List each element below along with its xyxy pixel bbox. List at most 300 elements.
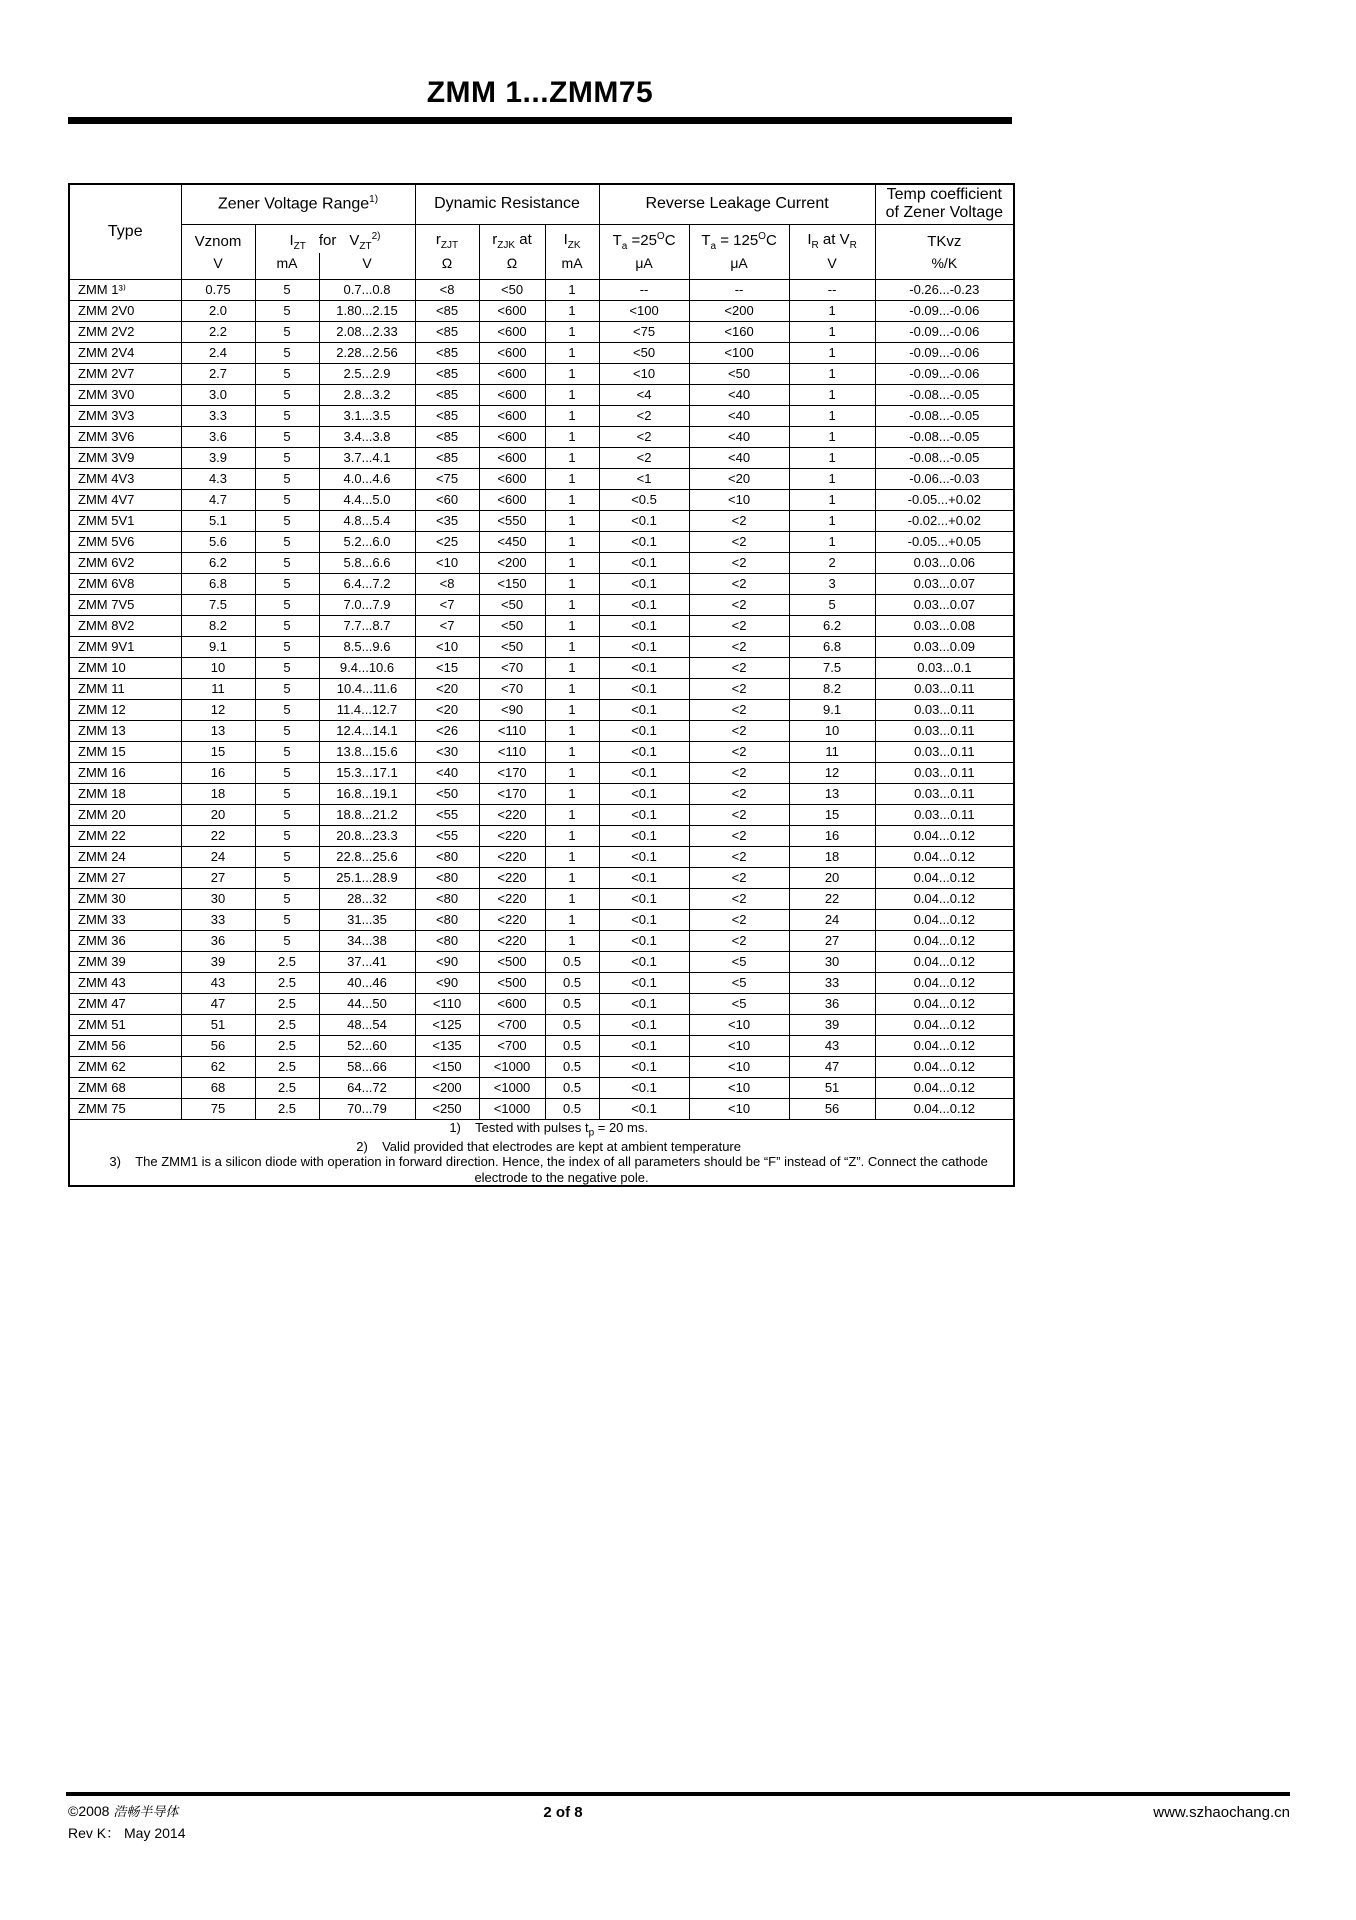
cell-value: 1 — [545, 342, 599, 363]
company-name-cn: 浩畅半导体 — [113, 1805, 179, 1820]
cell-value: <2 — [689, 888, 789, 909]
revision-line: Rev K： May 2014 — [68, 1825, 186, 1841]
cell-type: ZMM 18 — [69, 783, 181, 804]
table-row — [69, 615, 1014, 636]
cell-value: 0.04...0.12 — [875, 846, 1014, 867]
table-row — [69, 1035, 1014, 1056]
cell-value: 0.5 — [545, 1014, 599, 1035]
cell-value: 6.2 — [181, 552, 255, 573]
cell-value: <0.1 — [599, 657, 689, 678]
cell-value: <55 — [415, 825, 479, 846]
cell-value: 0.5 — [545, 1056, 599, 1077]
cell-value: 24 — [789, 909, 875, 930]
cell-value: <110 — [415, 993, 479, 1014]
cell-value: 1 — [789, 300, 875, 321]
cell-value: 0.03...0.11 — [875, 720, 1014, 741]
cell-value: 2.5 — [255, 1035, 319, 1056]
col-header-izk: $I_{ZK}$ — [545, 224, 599, 253]
table-row — [69, 531, 1014, 552]
cell-value: <0.1 — [599, 888, 689, 909]
table-row — [69, 489, 1014, 510]
cell-value: <40 — [689, 405, 789, 426]
cell-type: ZMM 4V7 — [69, 489, 181, 510]
cell-value: 5 — [255, 825, 319, 846]
cell-value: -0.09...-0.06 — [875, 300, 1014, 321]
cell-value: 28...32 — [319, 888, 415, 909]
cell-value: 48...54 — [319, 1014, 415, 1035]
cell-value: <150 — [415, 1056, 479, 1077]
cell-value: 15.3...17.1 — [319, 762, 415, 783]
cell-value: 4.4...5.0 — [319, 489, 415, 510]
table-row — [69, 1098, 1014, 1119]
cell-value: <25 — [415, 531, 479, 552]
cell-value: <0.1 — [599, 552, 689, 573]
cell-value: 2.2 — [181, 321, 255, 342]
cell-value: 1 — [545, 552, 599, 573]
cell-value: 10.4...11.6 — [319, 678, 415, 699]
cell-value: 1 — [545, 825, 599, 846]
cell-value: 1 — [545, 720, 599, 741]
cell-value: <200 — [415, 1077, 479, 1098]
cell-value: 5 — [255, 720, 319, 741]
cell-value: <85 — [415, 447, 479, 468]
cell-value: <160 — [689, 321, 789, 342]
cell-value: 1 — [789, 489, 875, 510]
table-row — [69, 363, 1014, 384]
cell-value: 24 — [181, 846, 255, 867]
cell-value: 0.5 — [545, 993, 599, 1014]
cell-value: <2 — [689, 804, 789, 825]
cell-value: 22.8...25.6 — [319, 846, 415, 867]
cell-value: 27 — [789, 930, 875, 951]
cell-value: 2.5...2.9 — [319, 363, 415, 384]
cell-value: <50 — [689, 363, 789, 384]
cell-value: <2 — [689, 783, 789, 804]
cell-value: <80 — [415, 930, 479, 951]
cell-value: <600 — [479, 384, 545, 405]
cell-value: <85 — [415, 426, 479, 447]
cell-value: <50 — [479, 636, 545, 657]
cell-value: 13.8...15.6 — [319, 741, 415, 762]
cell-value: 5 — [255, 930, 319, 951]
cell-value: -0.09...-0.06 — [875, 363, 1014, 384]
cell-value: <20 — [689, 468, 789, 489]
cell-value: <90 — [479, 699, 545, 720]
cell-type: ZMM 47 — [69, 993, 181, 1014]
cell-value: 0.5 — [545, 1035, 599, 1056]
cell-value: 5 — [255, 636, 319, 657]
cell-value: 5 — [789, 594, 875, 615]
cell-value: 3.1...3.5 — [319, 405, 415, 426]
cell-value: 30 — [789, 951, 875, 972]
cell-type: ZMM 43 — [69, 972, 181, 993]
cell-value: 2.0 — [181, 300, 255, 321]
cell-value: -- — [789, 279, 875, 300]
cell-value: <0.1 — [599, 636, 689, 657]
cell-value: 1 — [545, 678, 599, 699]
cell-value: <0.1 — [599, 531, 689, 552]
cell-type: ZMM 2V0 — [69, 300, 181, 321]
cell-value: <2 — [689, 552, 789, 573]
cell-value: 47 — [789, 1056, 875, 1077]
cell-value: 9.1 — [789, 699, 875, 720]
col-header-type: Type — [69, 184, 181, 279]
table-row — [69, 951, 1014, 972]
cell-value: 1 — [545, 699, 599, 720]
cell-value: -0.09...-0.06 — [875, 342, 1014, 363]
cell-value: <50 — [479, 615, 545, 636]
cell-value: 2.5 — [255, 993, 319, 1014]
cell-value: <2 — [689, 846, 789, 867]
cell-value: 0.75 — [181, 279, 255, 300]
table-row — [69, 342, 1014, 363]
cell-value: <600 — [479, 426, 545, 447]
cell-value: <85 — [415, 405, 479, 426]
cell-value: <80 — [415, 888, 479, 909]
table-row — [69, 720, 1014, 741]
cell-value: <0.1 — [599, 825, 689, 846]
cell-type: ZMM 7V5 — [69, 594, 181, 615]
cell-value: <600 — [479, 405, 545, 426]
cell-value: <220 — [479, 930, 545, 951]
cell-value: 8.2 — [181, 615, 255, 636]
col-header-vznom: Vznom — [181, 224, 255, 253]
cell-value: 0.04...0.12 — [875, 1098, 1014, 1119]
cell-value: 3.3 — [181, 405, 255, 426]
cell-value: <80 — [415, 846, 479, 867]
cell-type: ZMM 3V3 — [69, 405, 181, 426]
cell-type: ZMM 39 — [69, 951, 181, 972]
cell-value: <2 — [689, 531, 789, 552]
cell-value: 2.8...3.2 — [319, 384, 415, 405]
group-header-temp-coefficient: Temp coefficient of Zener Voltage — [875, 184, 1014, 224]
cell-value: 2.5 — [255, 1014, 319, 1035]
cell-value: <1000 — [479, 1098, 545, 1119]
cell-value: 0.03...0.1 — [875, 657, 1014, 678]
cell-value: <0.1 — [599, 930, 689, 951]
cell-value: 12.4...14.1 — [319, 720, 415, 741]
cell-value: <0.1 — [599, 1056, 689, 1077]
cell-value: -0.26...-0.23 — [875, 279, 1014, 300]
cell-value: 5 — [255, 867, 319, 888]
table-row — [69, 993, 1014, 1014]
cell-value: <90 — [415, 972, 479, 993]
cell-value: 2.08...2.33 — [319, 321, 415, 342]
cell-value: <35 — [415, 510, 479, 531]
table-row — [69, 384, 1014, 405]
cell-value: 0.04...0.12 — [875, 1056, 1014, 1077]
cell-value: <110 — [479, 741, 545, 762]
cell-type: ZMM 56 — [69, 1035, 181, 1056]
cell-value: 1 — [545, 930, 599, 951]
cell-type: ZMM 16 — [69, 762, 181, 783]
cell-value: 4.8...5.4 — [319, 510, 415, 531]
unit-vr: V — [789, 253, 875, 279]
cell-type: ZMM 20 — [69, 804, 181, 825]
cell-value: 10 — [181, 657, 255, 678]
cell-value: 56 — [789, 1098, 875, 1119]
cell-type: ZMM 27 — [69, 867, 181, 888]
cell-value: 5 — [255, 510, 319, 531]
cell-value: <15 — [415, 657, 479, 678]
cell-value: -0.05...+0.05 — [875, 531, 1014, 552]
table-row — [69, 447, 1014, 468]
cell-value: <26 — [415, 720, 479, 741]
cell-value: 0.5 — [545, 1077, 599, 1098]
cell-value: 20 — [789, 867, 875, 888]
unit-rzjt: Ω — [415, 253, 479, 279]
table-row — [69, 909, 1014, 930]
cell-value: 5 — [255, 489, 319, 510]
table-row — [69, 1056, 1014, 1077]
cell-value: 20 — [181, 804, 255, 825]
cell-value: <2 — [689, 615, 789, 636]
cell-value: 5 — [255, 342, 319, 363]
cell-value: 22 — [181, 825, 255, 846]
cell-value: 44...50 — [319, 993, 415, 1014]
cell-value: <80 — [415, 867, 479, 888]
cell-value: 3.4...3.8 — [319, 426, 415, 447]
cell-value: 0.5 — [545, 1098, 599, 1119]
cell-value: <2 — [689, 867, 789, 888]
cell-value: 1 — [789, 531, 875, 552]
cell-value: <2 — [689, 657, 789, 678]
cell-value: <1 — [599, 468, 689, 489]
table-row — [69, 930, 1014, 951]
cell-value: 5 — [255, 846, 319, 867]
unit-vznom: V — [181, 253, 255, 279]
table-row — [69, 552, 1014, 573]
table-row — [69, 636, 1014, 657]
cell-type: ZMM 24 — [69, 846, 181, 867]
cell-value: 1 — [545, 762, 599, 783]
cell-type: ZMM 5V1 — [69, 510, 181, 531]
table-row — [69, 426, 1014, 447]
cell-value: <5 — [689, 972, 789, 993]
cell-value: 4.3 — [181, 468, 255, 489]
cell-value: <8 — [415, 279, 479, 300]
cell-value: <600 — [479, 321, 545, 342]
cell-value: 2 — [789, 552, 875, 573]
cell-value: <170 — [479, 762, 545, 783]
cell-value: 5 — [255, 552, 319, 573]
cell-value: <5 — [689, 993, 789, 1014]
cell-value: <700 — [479, 1014, 545, 1035]
cell-value: 1 — [789, 405, 875, 426]
cell-type: ZMM 4V3 — [69, 468, 181, 489]
cell-value: 13 — [789, 783, 875, 804]
cell-value: <0.5 — [599, 489, 689, 510]
cell-value: <80 — [415, 909, 479, 930]
cell-value: 51 — [181, 1014, 255, 1035]
cell-value: 62 — [181, 1056, 255, 1077]
cell-value: 0.03...0.11 — [875, 783, 1014, 804]
table-row — [69, 405, 1014, 426]
table-row — [69, 888, 1014, 909]
cell-type: ZMM 6V8 — [69, 573, 181, 594]
unit-izk: mA — [545, 253, 599, 279]
cell-value: 18.8...21.2 — [319, 804, 415, 825]
cell-value: 5 — [255, 321, 319, 342]
cell-value: <200 — [479, 552, 545, 573]
cell-value: 5 — [255, 741, 319, 762]
cell-value: <0.1 — [599, 1014, 689, 1035]
cell-value: <220 — [479, 846, 545, 867]
cell-value: 33 — [789, 972, 875, 993]
cell-value: 1 — [545, 405, 599, 426]
cell-value: 0.03...0.11 — [875, 699, 1014, 720]
cell-value: <2 — [689, 720, 789, 741]
cell-value: <220 — [479, 867, 545, 888]
cell-value: 1 — [789, 447, 875, 468]
cell-value: -0.08...-0.05 — [875, 384, 1014, 405]
cell-value: <10 — [599, 363, 689, 384]
cell-value: 5 — [255, 405, 319, 426]
footnotes — [69, 1119, 1014, 1186]
cell-value: 5 — [255, 300, 319, 321]
cell-value: 1 — [789, 321, 875, 342]
cell-value: 0.04...0.12 — [875, 1035, 1014, 1056]
cell-type: ZMM 3V9 — [69, 447, 181, 468]
cell-type: ZMM 2V2 — [69, 321, 181, 342]
table-row — [69, 573, 1014, 594]
cell-value: 25.1...28.9 — [319, 867, 415, 888]
cell-value: <2 — [689, 825, 789, 846]
cell-value: <70 — [479, 657, 545, 678]
cell-value: <2 — [689, 510, 789, 531]
cell-value: 4.0...4.6 — [319, 468, 415, 489]
cell-value: <170 — [479, 783, 545, 804]
cell-type: ZMM 9V1 — [69, 636, 181, 657]
cell-type: ZMM 75 — [69, 1098, 181, 1119]
cell-value: 5 — [255, 279, 319, 300]
cell-value: <125 — [415, 1014, 479, 1035]
unit-vzt: V — [319, 253, 415, 279]
col-header-ir-at-vr: $I_R$ at $V_R$ — [789, 224, 875, 253]
cell-value: 1 — [545, 615, 599, 636]
group-header-zener-voltage-range: Zener Voltage Range$^{1)}$ — [181, 184, 415, 224]
cell-type: ZMM 2V4 — [69, 342, 181, 363]
cell-value: 1 — [545, 363, 599, 384]
cell-value: 11 — [789, 741, 875, 762]
cell-value: 0.04...0.12 — [875, 909, 1014, 930]
footnote-ref-2: 2) — [371, 230, 381, 242]
cell-value: 4.7 — [181, 489, 255, 510]
cell-value: <10 — [689, 1014, 789, 1035]
cell-value: <0.1 — [599, 741, 689, 762]
cell-value: 1 — [545, 636, 599, 657]
cell-value: 0.04...0.12 — [875, 930, 1014, 951]
cell-value: 11 — [181, 678, 255, 699]
website-url: www.szhaochang.cn — [1153, 1804, 1290, 1821]
cell-value: <85 — [415, 384, 479, 405]
cell-value: 2.5 — [255, 951, 319, 972]
cell-value: 3.0 — [181, 384, 255, 405]
cell-value: <20 — [415, 678, 479, 699]
cell-value: <100 — [689, 342, 789, 363]
cell-value: 1 — [545, 510, 599, 531]
cell-value: 0.04...0.12 — [875, 1014, 1014, 1035]
cell-value: 0.03...0.11 — [875, 741, 1014, 762]
cell-value: 5 — [255, 762, 319, 783]
cell-value: 1 — [545, 447, 599, 468]
header-sub-row — [69, 224, 1014, 253]
cell-value: <450 — [479, 531, 545, 552]
cell-value: 9.1 — [181, 636, 255, 657]
cell-value: -- — [689, 279, 789, 300]
cell-value: 58...66 — [319, 1056, 415, 1077]
table-row — [69, 657, 1014, 678]
cell-value: 1 — [545, 300, 599, 321]
cell-value: <10 — [689, 489, 789, 510]
cell-value: -0.02...+0.02 — [875, 510, 1014, 531]
cell-value: 6.8 — [789, 636, 875, 657]
cell-value: 1 — [545, 279, 599, 300]
cell-value: <2 — [599, 426, 689, 447]
cell-value: <70 — [479, 678, 545, 699]
cell-value: 16.8...19.1 — [319, 783, 415, 804]
cell-value: -0.08...-0.05 — [875, 426, 1014, 447]
col-header-tkvz: TKvz — [875, 224, 1014, 253]
cell-value: 0.03...0.09 — [875, 636, 1014, 657]
cell-value: 5 — [255, 447, 319, 468]
cell-value: <50 — [479, 279, 545, 300]
cell-value: 5.1 — [181, 510, 255, 531]
cell-value: 2.5 — [255, 972, 319, 993]
cell-value: 5 — [255, 468, 319, 489]
col-header-ta-125c: $T_a = 125^OC$ — [689, 224, 789, 253]
cell-value: 16 — [789, 825, 875, 846]
table-row — [69, 741, 1014, 762]
cell-value: <7 — [415, 615, 479, 636]
cell-value: 1 — [545, 468, 599, 489]
cell-value: 3.7...4.1 — [319, 447, 415, 468]
cell-value: 5 — [255, 804, 319, 825]
cell-value: 39 — [181, 951, 255, 972]
cell-type: ZMM 62 — [69, 1056, 181, 1077]
cell-value: 0.04...0.12 — [875, 888, 1014, 909]
cell-value: 8.5...9.6 — [319, 636, 415, 657]
cell-value: <600 — [479, 363, 545, 384]
footer-rule — [66, 1792, 1290, 1796]
cell-value: <30 — [415, 741, 479, 762]
cell-value: 1 — [545, 594, 599, 615]
cell-type: ZMM 5V6 — [69, 531, 181, 552]
cell-value: <600 — [479, 468, 545, 489]
cell-value: <10 — [415, 552, 479, 573]
cell-value: 0.04...0.12 — [875, 867, 1014, 888]
table-row — [69, 678, 1014, 699]
cell-value: 3.6 — [181, 426, 255, 447]
cell-type: ZMM 12 — [69, 699, 181, 720]
cell-value: <5 — [689, 951, 789, 972]
cell-value: 0.04...0.12 — [875, 1077, 1014, 1098]
cell-type: ZMM 13 — [69, 720, 181, 741]
cell-value: <600 — [479, 342, 545, 363]
cell-value: <0.1 — [599, 846, 689, 867]
cell-value: <550 — [479, 510, 545, 531]
cell-value: 40...46 — [319, 972, 415, 993]
cell-value: <50 — [479, 594, 545, 615]
cell-value: 0.03...0.06 — [875, 552, 1014, 573]
page-title: ZMM 1...ZMM75 — [426, 76, 654, 109]
table-row — [69, 825, 1014, 846]
cell-value: <7 — [415, 594, 479, 615]
footnote-1: 1) Tested with pulses $t_p = 20$ ms. — [449, 1119, 648, 1139]
cell-value: <0.1 — [599, 783, 689, 804]
cell-value: <1000 — [479, 1056, 545, 1077]
cell-value: <0.1 — [599, 993, 689, 1014]
